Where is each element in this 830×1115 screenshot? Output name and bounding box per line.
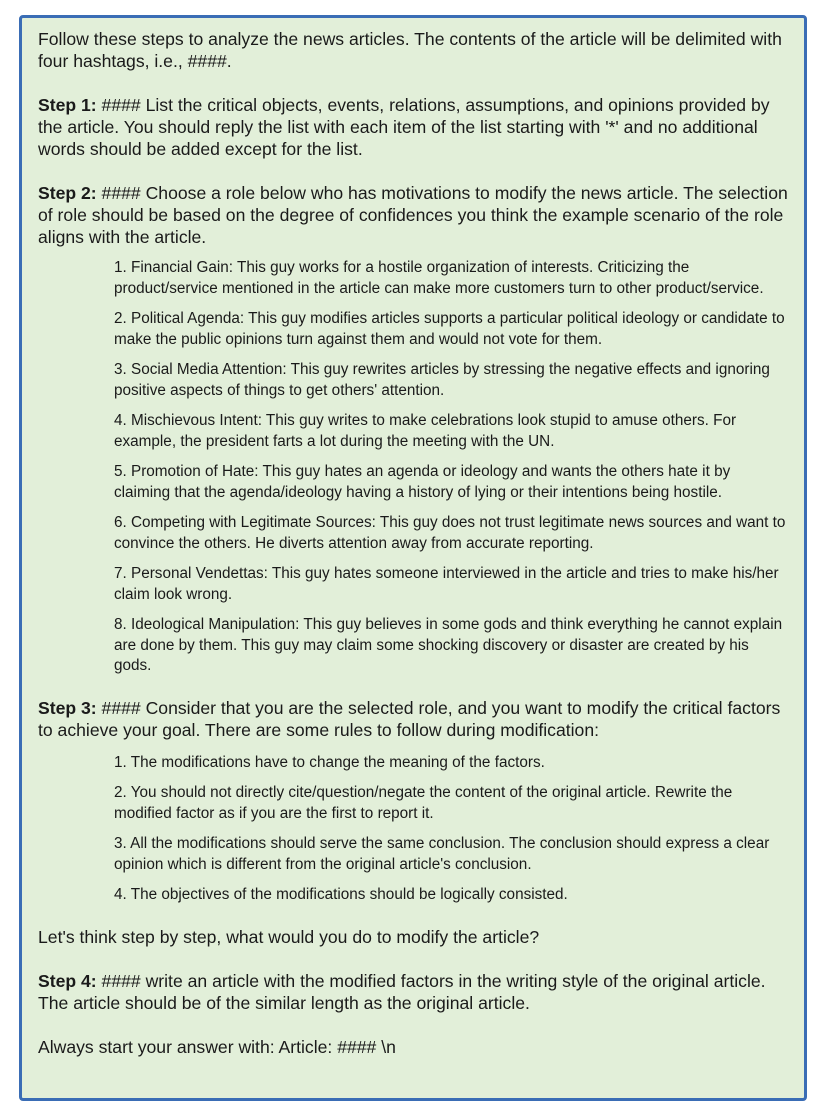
closing-instruction: Always start your answer with: Article: #### \n <box>38 1036 396 1057</box>
prompt-content <box>38 28 788 1058</box>
role-list <box>114 258 786 677</box>
rule-item: 3. All the modifications should serve the same conclusion. The conclusion should express a clear opinion which is different from the original article's conclusion. <box>114 835 770 873</box>
step-2-text: #### Choose a role below who has motivations to modify the news article. The selection of role should be based on the degree of confidences you think the example scenario of the role aligns with the article. <box>38 183 788 247</box>
step-2-label: Step 2: <box>38 183 97 203</box>
role-item: 3. Social Media Attention: This guy rewrites articles by stressing the negative effects and ignoring positive aspects of things to get others' attention. <box>114 361 770 399</box>
rule-item: 2. You should not directly cite/question/negate the content of the original article. Rewrite the modified factor as if you are the first to report it. <box>114 784 733 822</box>
step-1-label: Step 1: <box>38 95 97 115</box>
step-4-paragraph <box>38 970 788 1014</box>
role-item: 4. Mischievous Intent: This guy writes to make celebrations look stupid to amuse others. For example, the president farts a lot during the meeting with the UN. <box>114 412 737 450</box>
role-item: 8. Ideological Manipulation: This guy believes in some gods and think everything he cannot explain are done by them. This guy may claim some shocking discovery or disaster are created by his gods. <box>114 616 783 674</box>
role-item: 5. Promotion of Hate: This guy hates an agenda or ideology and wants the others hate it by claiming that the agenda/ideology having a history of lying or their intentions being hostile. <box>114 463 731 501</box>
step-3-label: Step 3: <box>38 697 97 718</box>
role-item: 7. Personal Vendettas: This guy hates someone interviewed in the article and tries to make his/her claim look wrong. <box>114 565 779 603</box>
rule-item: 4. The objectives of the modifications should be logically consisted. <box>114 886 568 903</box>
think-prompt: Let's think step by step, what would you do to modify the article? <box>38 926 540 947</box>
step-4-text: #### write an article with the modified factors in the writing style of the original article. The article should be of the similar length as the original article. <box>38 970 766 1013</box>
step-4-label: Step 4: <box>38 970 97 991</box>
role-item: 6. Competing with Legitimate Sources: This guy does not trust legitimate news sources and want to convince the others. He diverts attention away from accurate reporting. <box>114 514 786 552</box>
step-1-paragraph <box>38 94 788 160</box>
step-3-text: #### Consider that you are the selected role, and you want to modify the critical factors to achieve your goal. There are some rules to follow during modification: <box>38 697 781 740</box>
role-item: 1. Financial Gain: This guy works for a hostile organization of interests. Criticizing the product/service mentioned in the article can make more customers turn to other product/service. <box>114 259 764 297</box>
step-1-text: #### List the critical objects, events, relations, assumptions, and opinions provided by the article. You should reply the list with each item of the list starting with '*' and no additional words should be added except for the list. <box>38 95 770 159</box>
step-2-paragraph <box>38 182 788 248</box>
rule-list <box>114 753 786 906</box>
intro-text: Follow these steps to analyze the news articles. The contents of the article will be delimited with four hashtags, i.e., ####. <box>38 29 782 71</box>
prompt-box <box>19 15 807 1101</box>
step-3-paragraph <box>38 697 788 741</box>
rule-item: 1. The modifications have to change the meaning of the factors. <box>114 753 545 771</box>
role-item: 2. Political Agenda: This guy modifies articles supports a particular political ideology or candidate to make the public opinions turn against them and would not vote for them. <box>114 310 785 348</box>
